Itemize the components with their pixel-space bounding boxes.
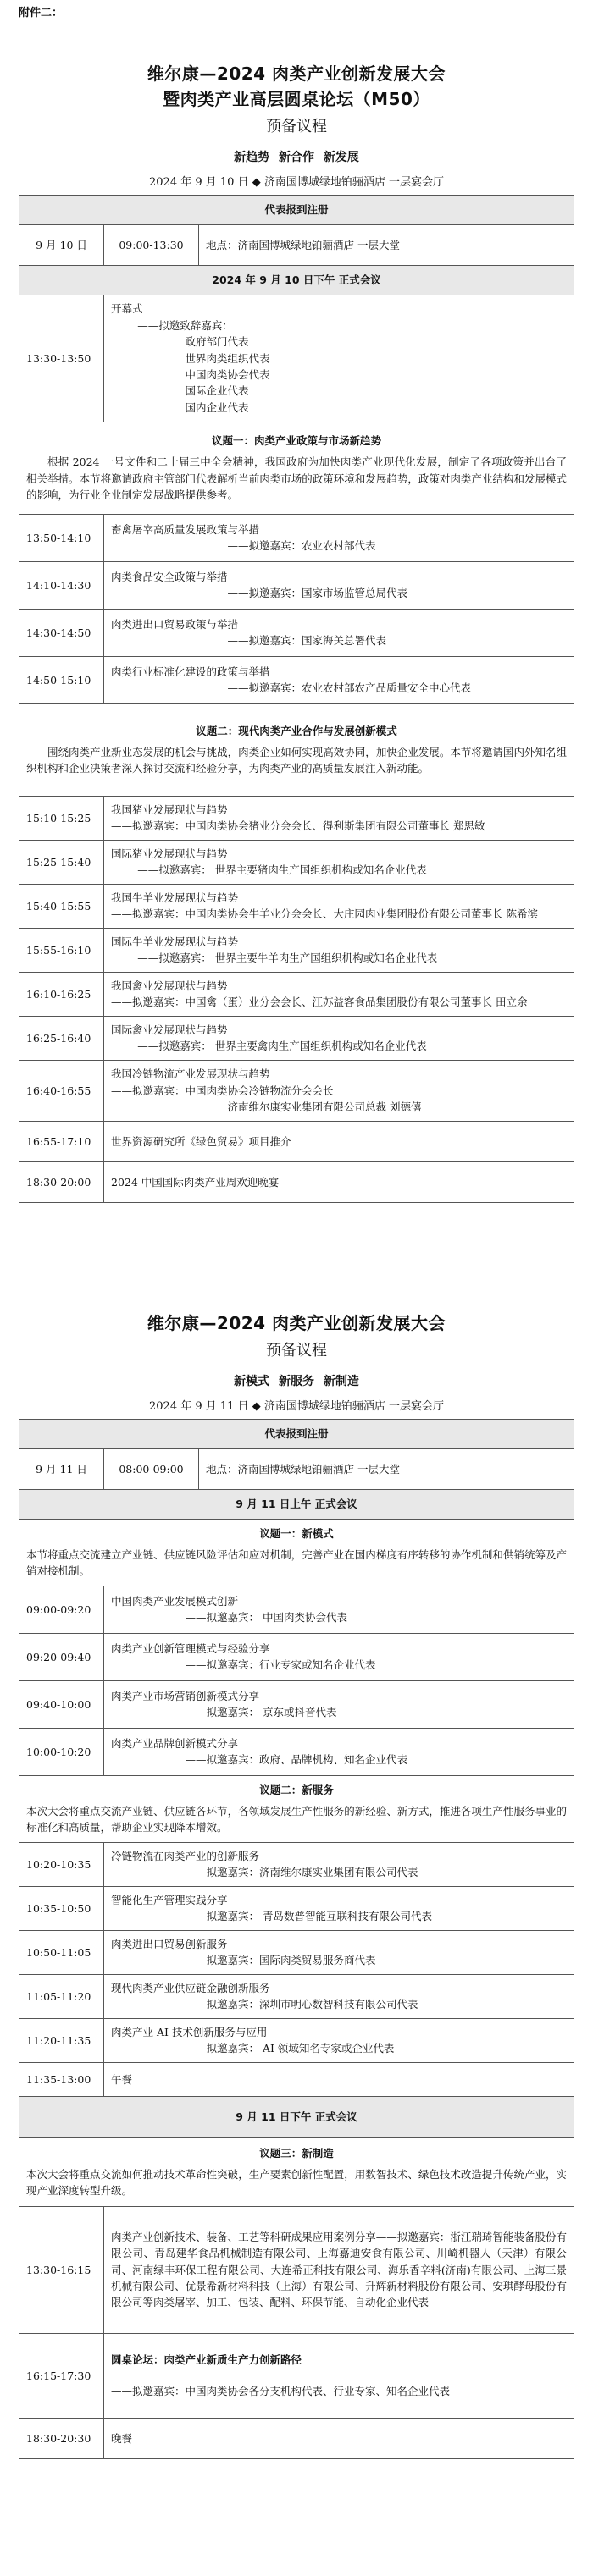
day2-morning-header: 9 月 11 日上午 正式会议: [19, 1489, 574, 1519]
day1-topic2-item-row: [19, 972, 574, 1016]
item-title: 智能化生产管理实践分享: [111, 1893, 228, 1906]
item-time: 09:20-09:40: [19, 1633, 104, 1680]
day1-topic2-item-row: [19, 796, 574, 840]
item-time: 09:00-09:20: [19, 1586, 104, 1633]
item-speaker: ——拟邀嘉宾：国际肉类贸易服务商代表: [185, 1954, 376, 1967]
day1-topic2-title: 议题二：现代肉类产业合作与发展创新模式: [196, 724, 397, 737]
day1-topic2-item-row: [19, 1016, 574, 1060]
day1-topic1-item-row: [19, 561, 574, 609]
item-speaker: ——拟邀嘉宾： 京东或抖音代表: [185, 1706, 337, 1719]
item-content: [104, 1842, 574, 1886]
day2-agenda-table: [19, 1419, 574, 2459]
day1-topic1-desc: 根据 2024 一号文件和二十届三中全会精神，我国政府为加快肉类产业现代化发展，制定了各项政策并出台了相关举措。本节将邀请政府主管部门代表解析当前肉类市场的政策环境和发展趋势，政策对肉类产业结构和发展模式的影响，为行业企业制定发展战略提供参考。: [26, 455, 567, 502]
day1-topic2-row: [19, 703, 574, 796]
day1-agenda: [19, 61, 574, 1203]
day2-topic3-row: [19, 2137, 574, 2206]
item-time: 15:10-15:25: [19, 796, 104, 840]
day2-topic1-item-row: [19, 1633, 574, 1680]
day2-topic3-desc: 本次大会将重点交流如何推动技术革命性突破，生产要素创新性配置，用数智技术、绿色技术改造提升传统产业，实现产业深度转型升级。: [26, 2168, 567, 2198]
day2-title: 维尔康—2024 肉类产业创新发展大会: [147, 1313, 446, 1333]
day2-topic1-item-row: [19, 1586, 574, 1633]
item-time: 10:20-10:35: [19, 1842, 104, 1886]
day2-topic2-desc: 本次大会将重点交流产业链、供应链各环节，各领域发展生产性服务的新经验、新方式，推进各项生产性服务事业的标准化和高质量，帮助企业实现降本增效。: [26, 1805, 567, 1834]
item-time: 16:25-16:40: [19, 1016, 104, 1060]
day1-registration-date: 9 月 10 日: [19, 224, 104, 265]
item-speaker: ——拟邀嘉宾： 青岛数普智能互联科技有限公司代表: [185, 1910, 432, 1923]
day1-topic2-item-row: [19, 884, 574, 928]
day2-registration-header-row: [19, 1419, 574, 1448]
item-content: [104, 2018, 574, 2062]
day2-topic3-item-row: [19, 2206, 574, 2333]
day1-slogan: 新趋势 新合作 新发展: [234, 150, 359, 164]
day2-topic2-item-row: [19, 1886, 574, 1930]
item-content: [104, 561, 574, 609]
item-speaker: ——拟邀嘉宾： 世界主要牛羊肉生产国组织机构或知名企业代表: [137, 952, 438, 965]
day2-topic1-item-row: [19, 1680, 574, 1728]
item-title: 肉类行业标准化建设的政策与举措: [111, 665, 270, 678]
day1-topic1-row: [19, 422, 574, 514]
item-time: 15:25-15:40: [19, 840, 104, 884]
item-speaker: ——拟邀嘉宾： 世界主要禽肉生产国组织机构或知名企业代表: [137, 1040, 427, 1053]
day1-registration-header-row: [19, 195, 574, 224]
day2-subtitle: 预备议程: [266, 1342, 327, 1360]
day2-topic3-title: 议题三：新制造: [259, 2146, 334, 2160]
item-title: 肉类进出口贸易创新服务: [111, 1937, 228, 1950]
item-speaker: ——拟邀嘉宾： AI 领域知名专家或企业代表: [185, 2042, 395, 2055]
item-time: 14:30-14:50: [19, 609, 104, 656]
item-speaker: ——拟邀嘉宾：行业专家或知名企业代表: [185, 1658, 376, 1672]
item-time: 11:35-13:00: [19, 2062, 104, 2096]
item-speaker: 济南维尔康实业集团有限公司总裁 刘德僖: [227, 1100, 422, 1113]
day1-opening-guest: 中国肉类协会代表: [185, 367, 270, 381]
item-time: 11:20-11:35: [19, 2018, 104, 2062]
day2-topic1-title: 议题一：新模式: [259, 1526, 334, 1540]
day1-afternoon-header: 2024 年 9 月 10 日下午 正式会议: [19, 265, 574, 295]
item-title: 肉类产业创新管理模式与经验分享: [111, 1641, 270, 1655]
day1-topic2-item-row: [19, 928, 574, 972]
item-content: [104, 656, 574, 703]
day1-title-line2: 暨肉类产业高层圆桌论坛（M50）: [163, 89, 430, 109]
item-content: [104, 840, 574, 884]
day2-topic1-row: [19, 1519, 574, 1586]
day1-opening-lead: ——拟邀致辞嘉宾：: [137, 318, 233, 332]
item-title: 肉类食品安全政策与举措: [111, 570, 228, 583]
day1-topic1-item-row: [19, 514, 574, 561]
item-title: 世界资源研究所《绿色贸易》项目推介: [104, 1121, 574, 1161]
roundtable-title: 圆桌论坛：肉类产业新质生产力创新路径: [111, 2353, 302, 2366]
day1-opening-guest: 世界肉类组织代表: [185, 351, 270, 365]
day2-agenda: [19, 1310, 574, 2459]
day1-registration-header: 代表报到注册: [19, 195, 574, 224]
item-content: [104, 796, 574, 840]
item-title: 晚餐: [104, 2418, 574, 2458]
day2-dinner-row: [19, 2418, 574, 2458]
day1-registration-time: 09:00-13:30: [104, 224, 199, 265]
day1-dinner-row: [19, 1161, 574, 1202]
day2-slogan: 新模式 新服务 新制造: [234, 1374, 359, 1388]
day2-date-place: 2024 年 9 月 11 日 ◆ 济南国博城绿地铂骊酒店 一层宴会厅: [149, 1399, 444, 1413]
item-title: 畜禽屠宰高质量发展政策与举措: [111, 522, 260, 536]
item-time: 15:40-15:55: [19, 884, 104, 928]
item-speaker: ——拟邀嘉宾：国家海关总署代表: [227, 634, 387, 648]
day1-topic2: [19, 703, 574, 796]
day1-opening-guest: 国内企业代表: [185, 400, 249, 414]
item-title: 中国肉类产业发展模式创新: [111, 1594, 239, 1608]
item-time: 15:55-16:10: [19, 928, 104, 972]
day1-wri-row: [19, 1121, 574, 1161]
item-speaker: ——拟邀嘉宾：中国肉类协会牛羊业分会会长、大庄园肉业集团股份有限公司董事长 陈希滨: [111, 907, 538, 921]
day1-opening-row: [19, 295, 574, 422]
item-title: 我国猪业发展现状与趋势: [111, 803, 228, 816]
item-title: 肉类产业品牌创新模式分享: [111, 1736, 239, 1750]
item-speaker: ——拟邀嘉宾：中国禽（蛋）业分会会长、江苏益客食品集团股份有限公司董事长 田立余: [111, 996, 528, 1009]
day2-topic3: [19, 2137, 574, 2206]
item-title: 肉类进出口贸易政策与举措: [111, 617, 239, 631]
item-speaker: ——拟邀嘉宾：中国肉类协会猪业分会会长、得利斯集团有限公司董事长 郑思敏: [111, 819, 485, 833]
item-content: [104, 2333, 574, 2418]
day2-registration-date: 9 月 11 日: [19, 1448, 104, 1489]
item-title: 我国冷链物流产业发展现状与趋势: [111, 1067, 270, 1081]
day2-registration-place: 地点：济南国博城绿地铂骊酒店 一层大堂: [199, 1448, 574, 1489]
day2-topic2-title: 议题二：新服务: [259, 1783, 334, 1796]
item-time: 11:05-11:20: [19, 1974, 104, 2018]
day1-cold-chain-row: [19, 1060, 574, 1121]
day1-registration-place: 地点：济南国博城绿地铂骊酒店 一层大堂: [199, 224, 574, 265]
item-content: [104, 1974, 574, 2018]
item-time: 13:30-16:15: [19, 2206, 104, 2333]
item-title: 国际猪业发展现状与趋势: [111, 847, 228, 860]
item-content: [104, 884, 574, 928]
item-time: 18:30-20:00: [19, 1161, 104, 1202]
item-speaker: ——拟邀嘉宾：国家市场监管总局代表: [227, 587, 408, 600]
day1-topic1: [19, 422, 574, 514]
item-speaker: ——拟邀嘉宾：政府、品牌机构、知名企业代表: [185, 1753, 408, 1767]
day2-afternoon-header-row: [19, 2096, 574, 2137]
item-time: 16:10-16:25: [19, 972, 104, 1016]
item-time: 13:50-14:10: [19, 514, 104, 561]
item-content: [104, 1060, 574, 1121]
item-title: 肉类产业 AI 技术创新服务与应用: [111, 2025, 268, 2038]
roundtable-speaker: ——拟邀嘉宾：中国肉类协会各分支机构代表、行业专家、知名企业代表: [111, 2385, 451, 2398]
day2-topic2-item-row: [19, 2018, 574, 2062]
day1-opening-content: [104, 295, 574, 422]
day2-lunch-row: [19, 2062, 574, 2096]
day1-registration-row: [19, 224, 574, 265]
day1-topic1-item-row: [19, 656, 574, 703]
item-content: [104, 1633, 574, 1680]
item-time: 10:50-11:05: [19, 1930, 104, 1974]
day1-afternoon-header-row: [19, 265, 574, 295]
item-speaker: ——拟邀嘉宾：农业农村部代表: [227, 539, 376, 553]
item-title: 冷链物流在肉类产业的创新服务: [111, 1849, 260, 1862]
day2-topic2: [19, 1775, 574, 1842]
day1-subtitle: 预备议程: [266, 118, 327, 135]
item-content: [104, 1680, 574, 1728]
day2-topic2-row: [19, 1775, 574, 1842]
item-time: 10:35-10:50: [19, 1886, 104, 1930]
day1-topic1-title: 议题一：肉类产业政策与市场新趋势: [211, 433, 381, 447]
item-title: 2024 中国国际肉类产业周欢迎晚宴: [104, 1161, 574, 1202]
day1-topic2-item-row: [19, 840, 574, 884]
item-title: 午餐: [104, 2062, 574, 2096]
day2-topic1-item-row: [19, 1728, 574, 1775]
day2-registration-time: 08:00-09:00: [104, 1448, 199, 1489]
item-title: 国际禽业发展现状与趋势: [111, 1023, 228, 1036]
day2-morning-header-row: [19, 1489, 574, 1519]
item-speaker: ——拟邀嘉宾：农业农村部农产品质量安全中心代表: [227, 681, 472, 695]
day2-topic1-desc: 本节将重点交流建立产业链、供应链风险评估和应对机制，完善产业在国内梯度有序转移的协作机制和供销统筹及产销对接机制。: [26, 1548, 567, 1578]
day2-topic2-item-row: [19, 1842, 574, 1886]
item-content: [104, 1728, 574, 1775]
item-content: [104, 928, 574, 972]
item-content: [104, 972, 574, 1016]
item-time: 09:40-10:00: [19, 1680, 104, 1728]
attachment-label: 附件二：: [19, 7, 64, 19]
item-text: 肉类产业创新技术、装备、工艺等科研成果应用案例分享——拟邀嘉宾：浙江瑞琦智能装备股份有限公司、青岛建华食品机械制造有限公司、上海嘉迪安食有限公司、川崎机器人（天津）有限公司、河南绿丰环保工程有限公司、大连希正科技有限公司、海乐香辛料(济南)有限公司、上海三景机械有限公司、优景希新材料科技（上海）有限公司、升辉新材料股份有限公司、安琪酵母股份有限公司等肉类屠宰、加工、包装、配料、环保节能、自动化企业代表: [104, 2206, 574, 2333]
item-speaker: ——拟邀嘉宾：济南维尔康实业集团有限公司代表: [185, 1866, 418, 1879]
item-time: 14:10-14:30: [19, 561, 104, 609]
day1-opening-time: 13:30-13:50: [19, 295, 104, 422]
day1-agenda-table: [19, 195, 574, 1203]
item-title: 国际牛羊业发展现状与趋势: [111, 935, 239, 948]
item-title: 现代肉类产业供应链金融创新服务: [111, 1981, 270, 1994]
item-content: [104, 1016, 574, 1060]
item-time: 16:15-17:30: [19, 2333, 104, 2418]
item-speaker: ——拟邀嘉宾： 中国肉类协会代表: [185, 1611, 347, 1624]
item-time: 16:40-16:55: [19, 1060, 104, 1121]
day1-opening-guest: 政府部门代表: [185, 335, 249, 349]
day1-title-line1: 维尔康—2024 肉类产业创新发展大会: [147, 63, 446, 84]
item-title: 我国牛羊业发展现状与趋势: [111, 891, 239, 904]
item-speaker: ——拟邀嘉宾： 世界主要猪肉生产国组织机构或知名企业代表: [137, 863, 427, 877]
day1-opening-guest: 国际企业代表: [185, 384, 249, 398]
item-speaker: ——拟邀嘉宾：深圳市明心数智科技有限公司代表: [185, 1998, 418, 2011]
item-content: [104, 609, 574, 656]
item-title: 我国禽业发展现状与趋势: [111, 979, 228, 992]
day2-topic1: [19, 1519, 574, 1586]
day2-registration-row: [19, 1448, 574, 1489]
item-content: [104, 514, 574, 561]
item-content: [104, 1586, 574, 1633]
item-content: [104, 1930, 574, 1974]
day2-registration-header: 代表报到注册: [19, 1419, 574, 1448]
day2-roundtable-row: [19, 2333, 574, 2418]
day1-topic2-desc: 围绕肉类产业新业态发展的机会与挑战，肉类企业如何实现高效协同，加快企业发展。本节将邀请国内外知名组织机构和企业决策者深入探讨交流和经验分享，为肉类产业的高质量发展注入新动能。: [26, 746, 567, 775]
day2-topic2-item-row: [19, 1930, 574, 1974]
day1-date-place: 2024 年 9 月 10 日 ◆ 济南国博城绿地铂骊酒店 一层宴会厅: [149, 175, 444, 189]
item-speaker: ——拟邀嘉宾：中国肉类协会冷链物流分会会长: [111, 1084, 334, 1097]
item-time: 10:00-10:20: [19, 1728, 104, 1775]
item-time: 18:30-20:30: [19, 2418, 104, 2458]
item-title: 肉类产业市场营销创新模式分享: [111, 1689, 260, 1702]
day1-topic1-item-row: [19, 609, 574, 656]
day1-opening-title: 开幕式: [111, 302, 143, 316]
item-content: [104, 1886, 574, 1930]
day2-topic2-item-row: [19, 1974, 574, 2018]
day2-afternoon-header: 9 月 11 日下午 正式会议: [19, 2096, 574, 2137]
item-time: 14:50-15:10: [19, 656, 104, 703]
item-time: 16:55-17:10: [19, 1121, 104, 1161]
